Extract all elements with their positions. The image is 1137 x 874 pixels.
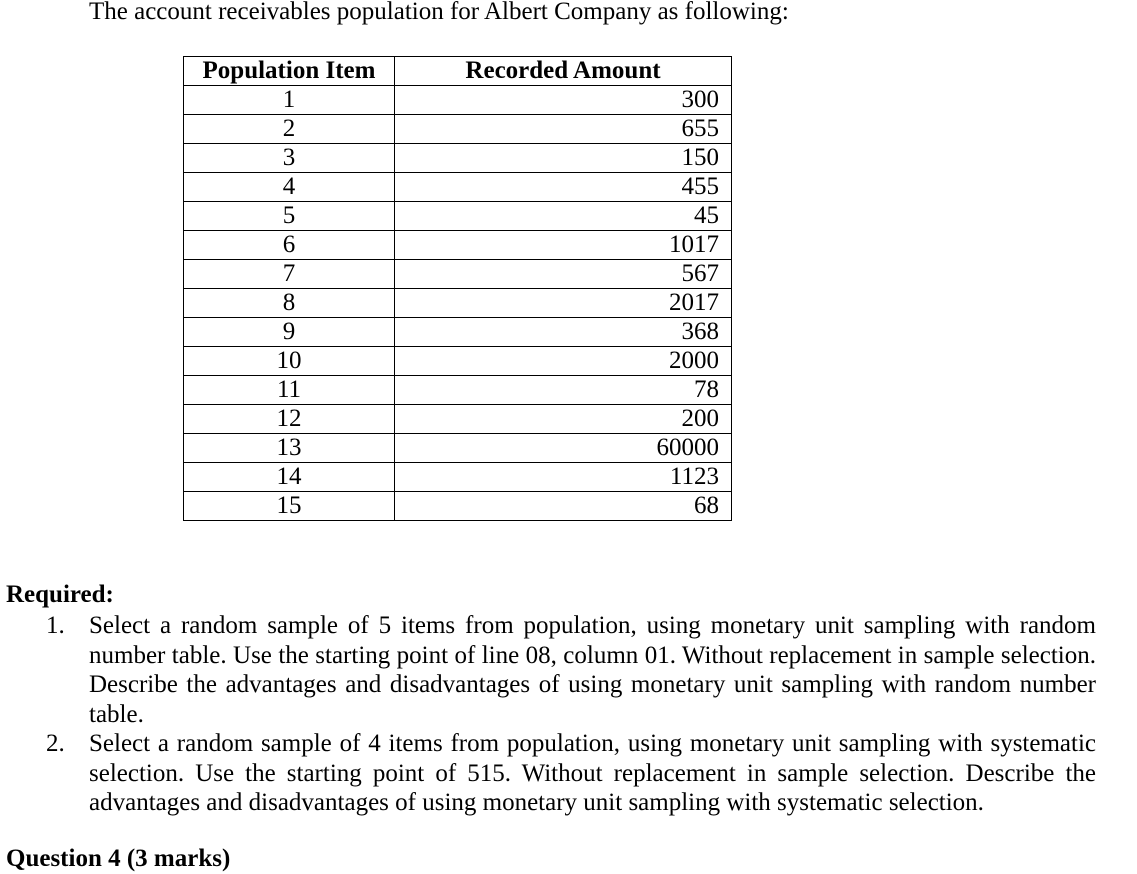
list-item-text: Select a random sample of 5 items from population, using monetary unit sampling with random number table. Use the starting point of line 08, column 01. Without replacement in sample selection. Describe the advantages and disadvantages of using monetary unit sampling with random number table. — [89, 612, 1096, 728]
table-row — [184, 492, 732, 521]
recorded-amount-cell: 567 — [395, 260, 732, 289]
recorded-amount-cell: 2017 — [395, 289, 732, 318]
population-item-cell: 15 — [184, 492, 395, 521]
header-recorded-amount: Recorded Amount — [395, 57, 732, 86]
recorded-amount-cell: 78 — [395, 376, 732, 405]
population-item-cell: 8 — [184, 289, 395, 318]
list-item — [46, 729, 1096, 818]
recorded-amount-cell: 2000 — [395, 347, 732, 376]
table-row — [184, 289, 732, 318]
required-heading: Required: — [6, 581, 114, 608]
required-list — [46, 611, 1096, 818]
recorded-amount-cell: 1017 — [395, 231, 732, 260]
recorded-amount-cell: 45 — [395, 202, 732, 231]
population-item-cell: 13 — [184, 434, 395, 463]
population-item-cell: 4 — [184, 173, 395, 202]
table-row — [184, 347, 732, 376]
next-question-heading: Question 4 (3 marks) — [6, 845, 231, 872]
table-row — [184, 173, 732, 202]
table-row — [184, 376, 732, 405]
population-item-cell: 14 — [184, 463, 395, 492]
population-item-cell: 10 — [184, 347, 395, 376]
population-item-cell: 9 — [184, 318, 395, 347]
table-row — [184, 463, 732, 492]
header-population-item: Population Item — [184, 57, 395, 86]
recorded-amount-cell: 1123 — [395, 463, 732, 492]
table-row — [184, 434, 732, 463]
receivables-table — [183, 56, 732, 521]
table-row — [184, 115, 732, 144]
list-item-number: 2. — [46, 730, 65, 757]
recorded-amount-cell: 60000 — [395, 434, 732, 463]
population-item-cell: 6 — [184, 231, 395, 260]
population-item-cell: 2 — [184, 115, 395, 144]
recorded-amount-cell: 368 — [395, 318, 732, 347]
intro-paragraph: The account receivables population for Albert Company as following: — [89, 0, 789, 25]
recorded-amount-cell: 150 — [395, 144, 732, 173]
population-item-cell: 5 — [184, 202, 395, 231]
table-row — [184, 144, 732, 173]
recorded-amount-cell: 200 — [395, 405, 732, 434]
recorded-amount-cell: 455 — [395, 173, 732, 202]
recorded-amount-cell: 68 — [395, 492, 732, 521]
population-item-cell: 1 — [184, 86, 395, 115]
list-item-text: Select a random sample of 4 items from population, using monetary unit sampling with systematic selection. Use the starting point of 515. Without replacement in sample selection. Describe the advantages and disadvantages of using monetary unit sampling with systematic selection. — [89, 730, 1096, 816]
recorded-amount-cell: 300 — [395, 86, 732, 115]
population-item-cell: 12 — [184, 405, 395, 434]
table-row — [184, 202, 732, 231]
table-row — [184, 318, 732, 347]
recorded-amount-cell: 655 — [395, 115, 732, 144]
population-item-cell: 11 — [184, 376, 395, 405]
table-row — [184, 260, 732, 289]
table-header-row — [184, 57, 732, 86]
population-item-cell: 7 — [184, 260, 395, 289]
table-row — [184, 405, 732, 434]
list-item-number: 1. — [46, 612, 65, 639]
list-item — [46, 611, 1096, 729]
population-item-cell: 3 — [184, 144, 395, 173]
table-row — [184, 86, 732, 115]
table-row — [184, 231, 732, 260]
